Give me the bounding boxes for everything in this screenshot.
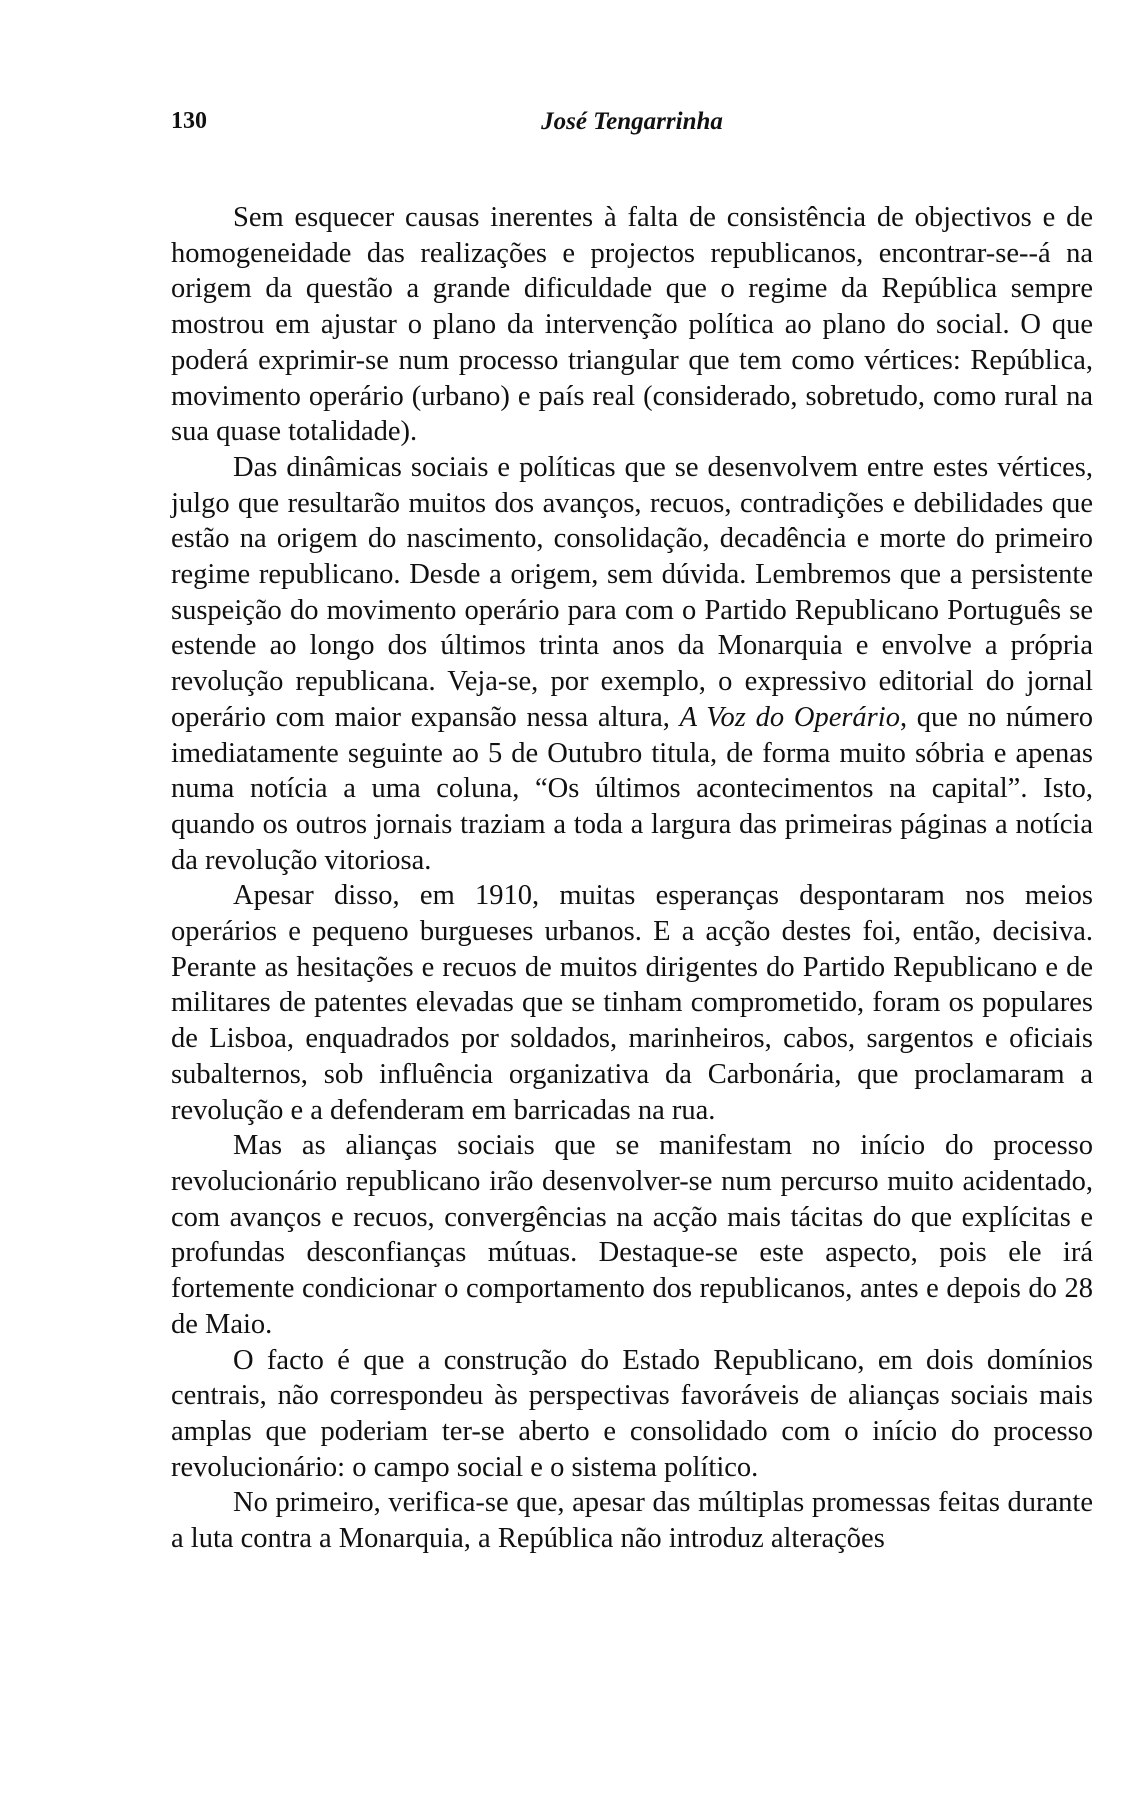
paragraph-4: Mas as alianças sociais que se manifestam no início do processo revolucionário republicano irão desenvolver-se num percurso muito acidentado, com avanços e recuos, convergências na acção mais tácitas do que explícitas e profundas desconfianças mútuas. Destaque-se este aspecto, pois ele irá fortemente condicionar o comportamento dos republicanos, antes e depois do 28 de Maio. xyxy=(171,1130,1093,1340)
paragraph-3: Apesar disso, em 1910, muitas esperanças despontaram nos meios operários e pequeno burgueses urbanos. E a acção destes foi, então, decisiva. Perante as hesitações e recuos de muitos dirigentes do Partido Republicano e de militares de patentes elevadas que se tinham comprometido, foram os populares de Lisboa, enquadrados por soldados, marinheiros, cabos, sargentos e oficiais subalternos, sob influência organizativa da Carbonária, que proclamaram a revolução e a defenderam em barricadas na rua. xyxy=(171,880,1093,1126)
running-title: José Tengarrinha xyxy=(541,108,723,135)
paragraph-1: Sem esquecer causas inerentes à falta de consistência de objectivos e de homogeneidade das realizações e projectos republicanos, encontrar-se--á na origem da questão a grande dificuldade que o regime da República sempre mostrou em ajustar o plano da intervenção política ao plano do social. O que poderá exprimir-se num processo triangular que tem como vértices: República, movimento operário (urbano) e país real (considerado, sobretudo, como rural na sua quase totalidade). xyxy=(171,202,1093,448)
paragraph-2-text-before: Das dinâmicas sociais e políticas que se desenvolvem entre estes vértices, julgo que resultarão muitos dos avanços, recuos, contradições e debilidades que estão na origem do nascimento, consolidação, decadência e morte do primeiro regime republicano. Desde a origem, sem dúvida. Lembremos que a persistente suspeição do movimento operário para com o Partido Republicano Português se estende ao longo dos últimos trinta anos da Monarquia e envolve a própria revolução republicana. Veja-se, por exemplo, o expressivo editorial do jornal operário com maior expansão nessa altura, xyxy=(171,451,1093,733)
paragraph-2 xyxy=(171,450,1093,878)
paragraph-2-text-after: , que no número imediatamente seguinte ao 5 de Outubro titula, de forma muito sóbria e apenas numa notícia a uma coluna, “Os últimos acontecimentos na capital”. Isto, quando os outros jornais traziam a toda a largura das primeiras páginas a notícia da revolução vitoriosa. xyxy=(171,701,1093,876)
paragraph-5: O facto é que a construção do Estado Republicano, em dois domínios centrais, não correspondeu às perspectivas favoráveis de alianças sociais mais amplas que poderiam ter-se aberto e consolidado com o início do processo revolucionário: o campo social e o sistema político. xyxy=(171,1344,1093,1483)
page-number: 130 xyxy=(171,108,207,134)
running-head xyxy=(171,108,1093,142)
body-text xyxy=(171,200,1093,1557)
newspaper-title: A Voz do Operário xyxy=(679,701,900,733)
paragraph-6: No primeiro, verifica-se que, apesar das múltiplas promessas feitas durante a luta contra a Monarquia, a República não introduz alterações xyxy=(171,1487,1093,1555)
